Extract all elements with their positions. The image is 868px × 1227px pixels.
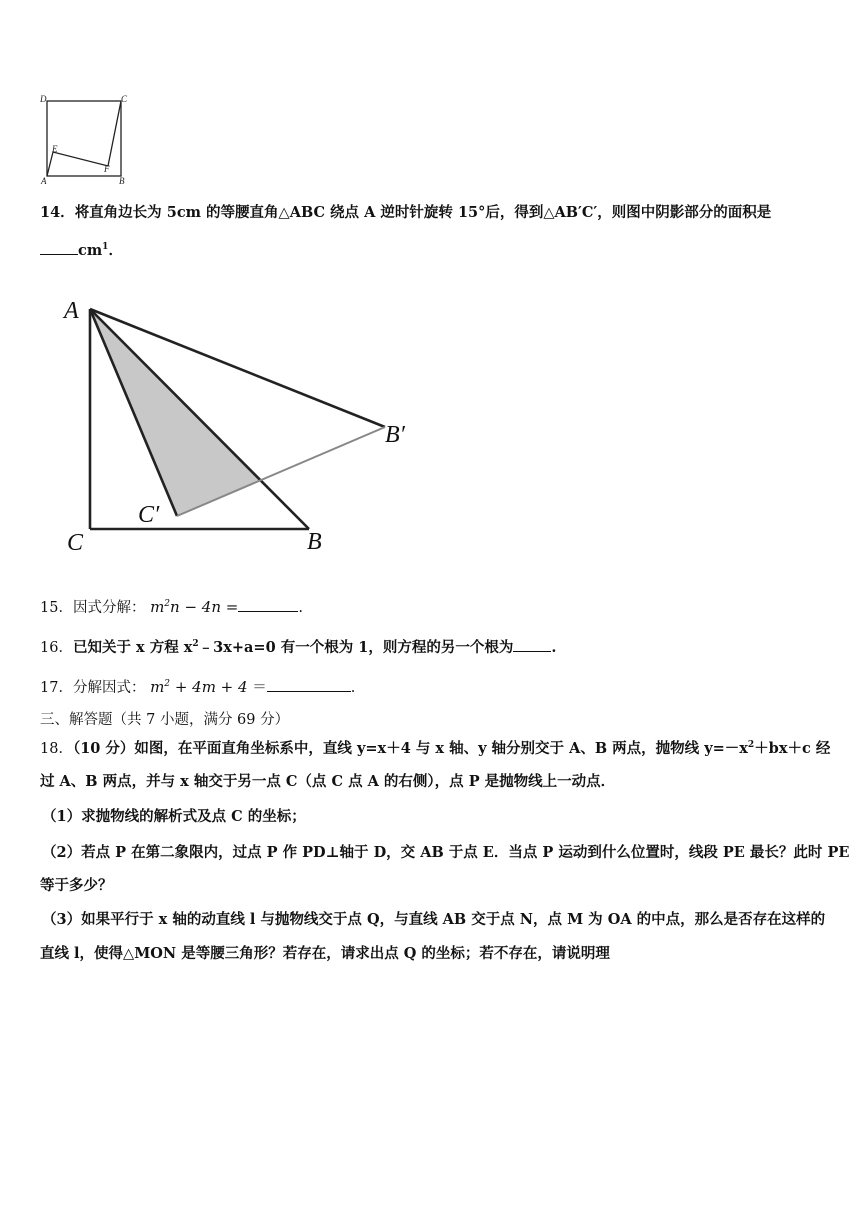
answer-blank-14[interactable] [40,240,78,255]
question-18-part2-line1: （2）若点 P 在第二象限内，过点 P 作 PD⊥轴于 D，交 AB 于点 E．当点 P 运动到什么位置时，线段 PE 最长？此时 PE [42,844,850,861]
question-16-text-after: ﹣3x+a=0 有一个根为 1，则方程的另一个根为 [198,639,514,656]
label-b: B [307,529,322,555]
question-16-end: . [551,639,557,656]
question-17-equals: ＝ [252,680,267,696]
question-18-line2: 过 A、B 两点，并与 x 轴交于另一点 C（点 C 点 A 的右侧），点 P 是抛物线上一动点． [40,773,616,790]
question-18-text1: （10 分）如图，在平面直角坐标系中，直线 y=x＋4 与 x 轴、y 轴分别交于 A、B 两点，抛物线 y=－x [72,740,748,757]
question-17-end: . [350,680,356,696]
question-18-number: 18． [40,741,73,757]
question-15-end: . [298,600,303,616]
expr-m: m [150,678,165,696]
polyline-a-e-f-c [47,101,121,176]
question-14-text: 将直角边长为 5cm 的等腰直角△ABC 绕点 A 逆时针旋转 15°后，得到△AB′C′，则图中阴影部分的面积是 [74,204,772,221]
question-15 [40,597,303,618]
question-17-text: 分解因式： [72,680,146,696]
question-15-text: 因式分解： [72,600,146,616]
shaded-region [90,309,261,516]
question-16 [40,637,556,658]
answer-blank-15[interactable] [238,597,298,612]
question-16-number: 16． [40,640,73,656]
question-14-line1 [40,203,771,223]
label-f: F [104,164,110,174]
expr-sup: 2 [164,679,171,689]
question-18-part1: （1）求抛物线的解析式及点 C 的坐标； [42,808,306,825]
expr-rest: + 4m + 4 [174,678,248,696]
question-18-sup: 2 [747,740,755,750]
question-14-unit-sup: 1 [102,242,109,252]
expr-sup: 2 [164,599,171,609]
question-18-text1-end: ＋bx＋c 经 [754,740,831,757]
label-b: B [119,176,125,186]
label-c: C [67,530,84,556]
question-14-number: 14． [40,204,75,221]
question-18-part3-line1: （3）如果平行于 x 轴的动直线 l 与抛物线交于点 Q，与直线 AB 交于点 N，点 M 为 OA 的中点，那么是否存在这样的 [42,911,826,928]
label-e: E [52,144,58,154]
figure-rotated-triangle [55,292,425,562]
question-15-expression [150,598,238,616]
question-17-expression [150,678,248,696]
question-14-line2 [40,240,123,261]
question-17 [40,677,355,698]
section-heading: 三、解答题（共 7 小题，满分 69 分） [40,712,290,728]
square-abcd [47,101,121,176]
label-c-prime: C′ [138,502,160,528]
question-18-part2-line2: 等于多少？ [40,877,113,894]
question-18-line1 [40,739,830,759]
question-15-number: 15． [40,600,73,616]
label-a: A [64,298,79,324]
question-17-number: 17． [40,680,73,696]
label-b-prime: B′ [385,422,405,448]
question-14-unit: cm [78,242,103,259]
question-14-end: ． [108,242,123,259]
question-18-part3-line2: 直线 l，使得△MON 是等腰三角形？若存在，请求出点 Q 的坐标；若不存在，请说明理 [40,945,610,962]
question-16-text-before: 已知关于 x 方程 x [72,639,193,656]
label-a: A [41,176,47,186]
expr-rest: n − 4n = [170,598,239,616]
question-16-sup: 2 [192,639,199,649]
label-c: C [121,94,128,104]
figure-square-diagram [38,92,138,188]
label-d: D [40,94,47,104]
answer-blank-17[interactable] [267,677,351,692]
expr-m: m [150,598,165,616]
answer-blank-16[interactable] [513,637,551,652]
